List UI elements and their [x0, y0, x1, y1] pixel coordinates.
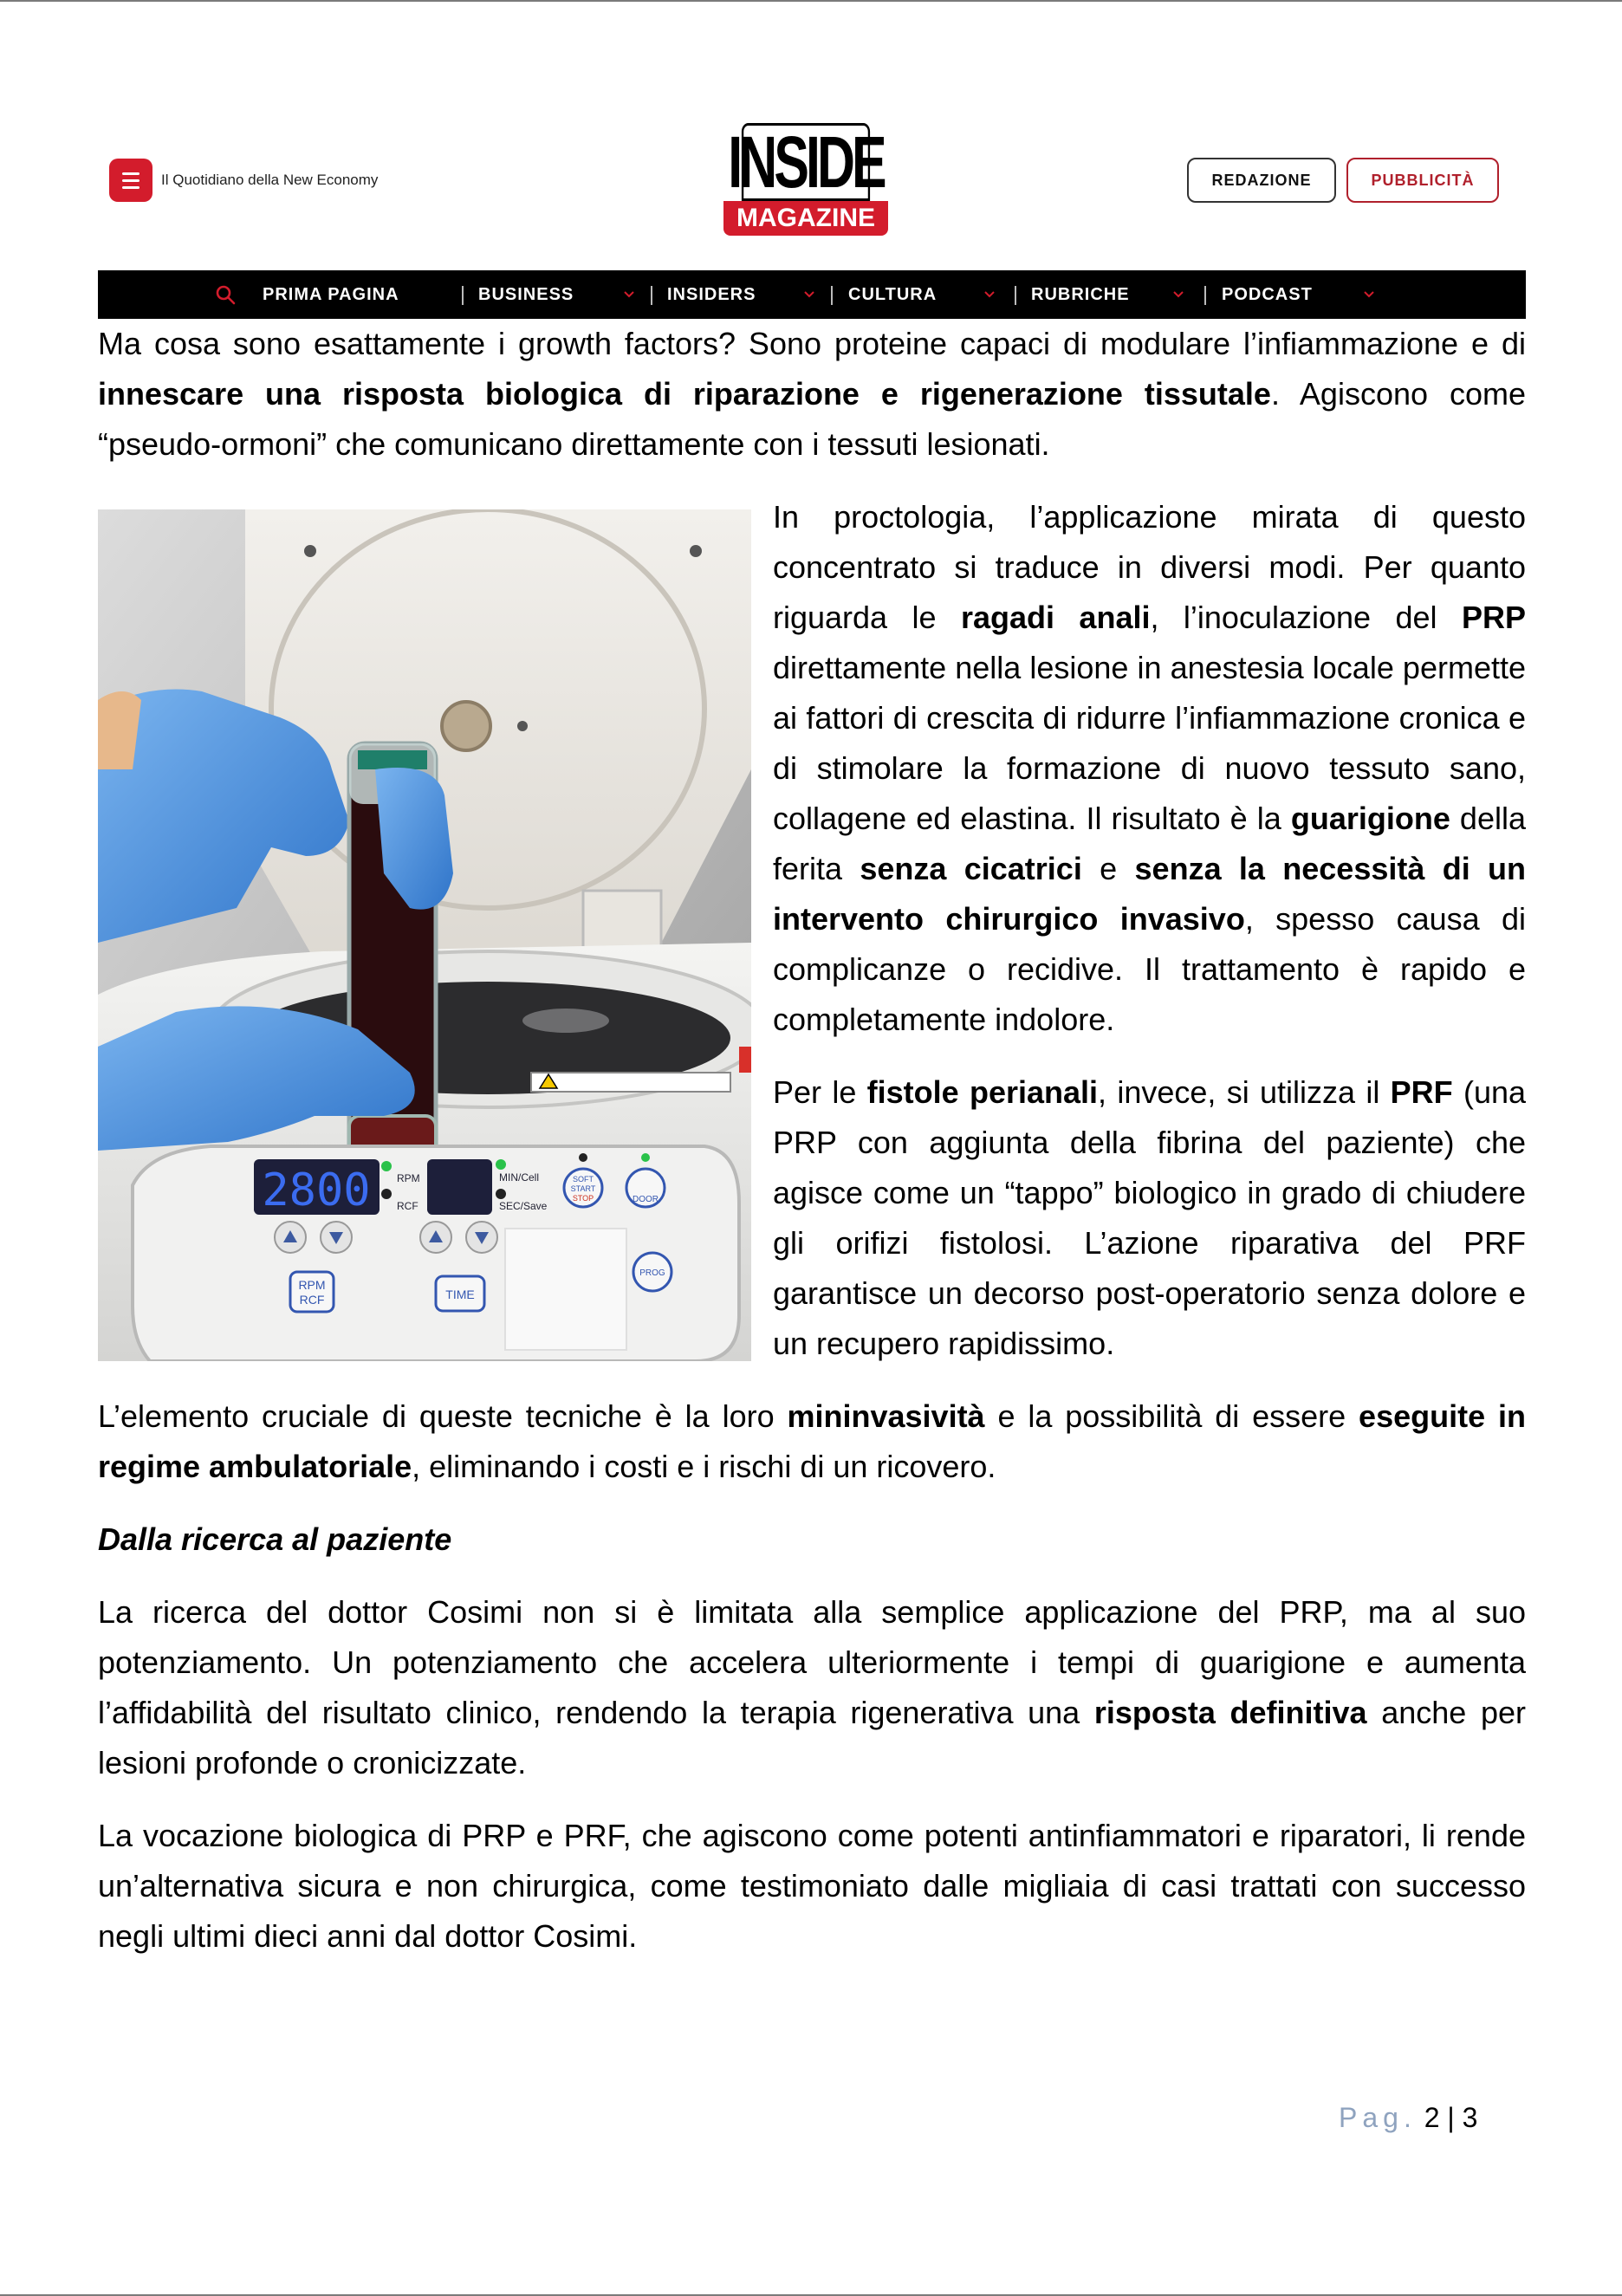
search-icon[interactable]: [215, 284, 236, 305]
svg-text:RCF: RCF: [299, 1293, 325, 1307]
svg-text:SEC/Save: SEC/Save: [499, 1200, 548, 1212]
svg-text:SOFT: SOFT: [573, 1175, 594, 1184]
nav-item-prima-pagina[interactable]: PRIMA PAGINA: [263, 284, 399, 304]
rpm-display: 2800: [262, 1164, 371, 1216]
paragraph-ragadi-anali: In proctologia, l’applicazione mirata di questo concentrato si traduce in diversi modi. Per quanto riguarda le ragadi anali, l’inoculazione del PRP direttamente nella lesione in anestesia locale permette ai fattori di crescita di ridurre l’infiammazione cronica e di stimolare la formazione di nuovo tessuto sano, collagene ed elastina. Il risultato è la guarigione della ferita senza cicatrici e senza la necessità di un intervento chirurgico invasivo, spesso causa di complicanze o recidive. Il trattamento è rapido e completamente indolore.: [773, 499, 1526, 1037]
svg-text:STOP: STOP: [572, 1194, 594, 1203]
redazione-button[interactable]: REDAZIONE: [1187, 158, 1336, 203]
chevron-down-icon[interactable]: [1361, 287, 1377, 302]
svg-text:START: START: [570, 1184, 596, 1193]
nav-divider: [651, 286, 652, 305]
pubblicita-button[interactable]: PUBBLICITÀ: [1346, 158, 1499, 203]
nav-item-cultura[interactable]: CULTURA: [848, 284, 938, 304]
nav-divider: [831, 286, 833, 305]
svg-text:RPM: RPM: [397, 1172, 420, 1184]
inside-magazine-logo[interactable]: [722, 120, 890, 236]
nav-item-rubriche[interactable]: RUBRICHE: [1031, 284, 1130, 304]
article-body: [98, 319, 1526, 1984]
paragraph-vocazione-biologica: La vocazione biologica di PRP e PRF, che agiscono come potenti antinfiammatori e riparatori, li rende un’alternativa sicura e non chirurgica, come testimoniato dalle migliaia di casi trattati con successo negli ultimi dieci anni dal dottor Cosimi.: [98, 1818, 1526, 1954]
paragraph-growth-factors: Ma cosa sono esattamente i growth factors? Sono proteine capaci di modulare l’infiammazione e di innescare una risposta biologica di riparazione e rigenerazione tissutale. Agiscono come “pseudo-ormoni” che comunicano direttamente con i tessuti lesionati.: [98, 326, 1526, 462]
site-header: [98, 119, 1526, 249]
centrifuge-photo: [98, 509, 751, 1361]
svg-text:DOOR: DOOR: [633, 1195, 659, 1204]
svg-text:RPM: RPM: [298, 1278, 326, 1292]
nav-item-podcast[interactable]: PODCAST: [1222, 284, 1313, 304]
svg-text:MIN/Cell: MIN/Cell: [499, 1171, 540, 1184]
nav-item-business[interactable]: BUSINESS: [478, 284, 574, 304]
nav-divider: [1204, 286, 1206, 305]
page-current: 2: [1424, 2102, 1440, 2133]
nav-divider: [1015, 286, 1016, 305]
logo-wordmark: INSIDE: [728, 120, 884, 203]
nav-item-insiders[interactable]: INSIDERS: [667, 284, 756, 304]
logo-subtitle: MAGAZINE: [723, 201, 888, 236]
nav-divider: [462, 286, 464, 305]
hamburger-menu-icon[interactable]: [109, 159, 152, 202]
paragraph-mininvasivita: L’elemento cruciale di queste tecniche è la loro mininvasività e la possibilità di essere eseguite in regime ambulatoriale, eliminando i costi e i rischi di un ricovero.: [98, 1398, 1526, 1484]
paragraph-fistole-perianali: Per le fistole perianali, invece, si utilizza il PRF (una PRP con aggiunta della fibrina del paziente) che agisce come un “tappo” biologico in grado di chiudere gli orifizi fistolosi. L’azione riparativa del PRF garantisce un decorso post-operatorio senza dolore e un recupero rapidissimo.: [773, 1074, 1527, 1361]
main-navigation: [98, 270, 1526, 319]
paragraph-ricerca: La ricerca del dottor Cosimi non si è limitata alla semplice applicazione del PRP, ma al suo potenziamento. Un potenziamento che accelera ulteriormente i tempi di guarigione e aumenta l’affidabilità del risultato clinico, rendendo la terapia rigenerativa una risposta definitiva anche per lesioni profonde o cronicizzate.: [98, 1594, 1526, 1780]
page-label: Pag.: [1339, 2102, 1417, 2133]
chevron-down-icon[interactable]: [621, 287, 637, 302]
svg-text:PROG: PROG: [639, 1268, 665, 1278]
svg-text:TIME: TIME: [445, 1287, 475, 1301]
page-separator: |: [1447, 2102, 1455, 2133]
chevron-down-icon[interactable]: [1171, 287, 1186, 302]
site-tagline: Il Quotidiano della New Economy: [161, 172, 379, 188]
page-number: [1339, 2102, 1477, 2134]
chevron-down-icon[interactable]: [801, 287, 817, 302]
svg-text:RCF: RCF: [397, 1200, 418, 1212]
page-total: 3: [1462, 2102, 1478, 2133]
section-subheading: Dalla ricerca al paziente: [98, 1521, 452, 1557]
chevron-down-icon[interactable]: [982, 287, 997, 302]
